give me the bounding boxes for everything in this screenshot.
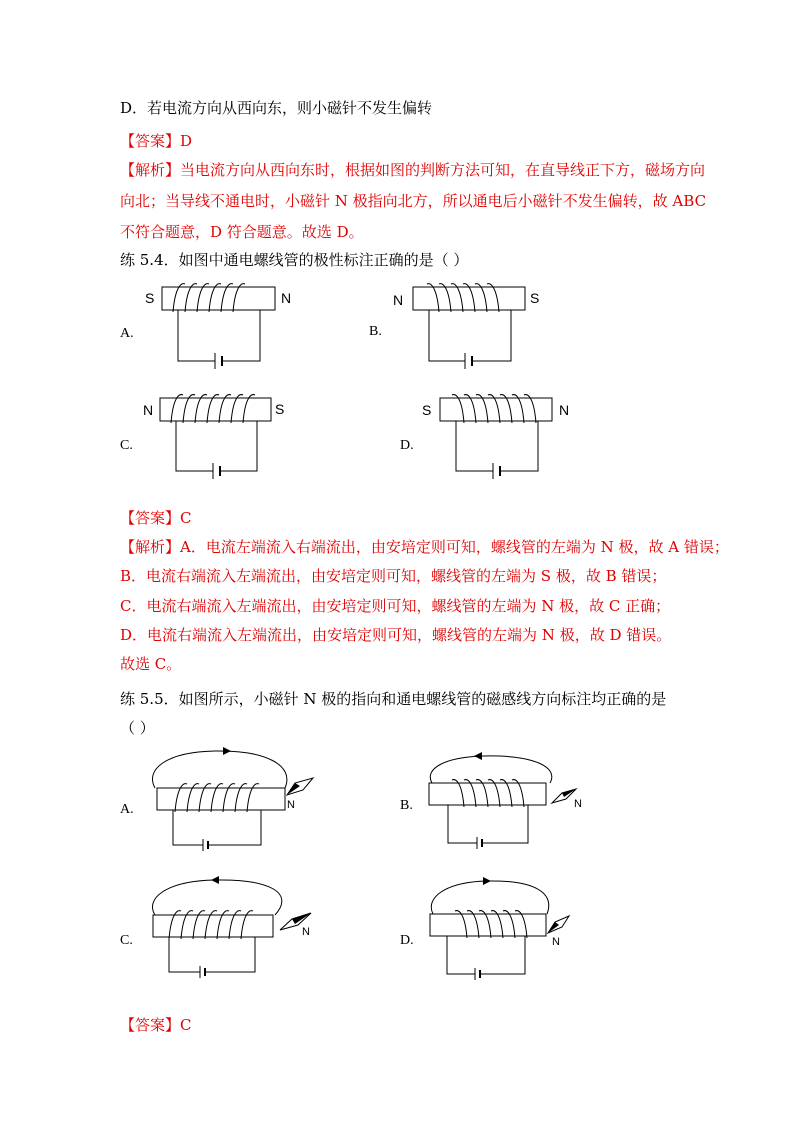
q55-figure-d [425,878,595,988]
q54-option-a-label: A. [120,326,134,341]
analysis-2-line-1: 【解析】A．电流左端流入右端流出，由安培定则可知，螺线管的左端为 N 极，故 A 错误； [120,538,729,556]
q55-figure-b [424,755,599,860]
q54-d-left-pole: S [422,402,432,418]
q55-b-needle-label: N [574,798,582,810]
q55-d-needle-label: N [552,936,560,948]
q55-c-needle-label: N [302,926,310,938]
q54-figure-d [422,390,577,490]
q55-option-c-label: C. [120,933,133,948]
q54-option-b-label: B. [369,324,382,339]
q54-figure-c [143,390,293,490]
q54-b-right-pole: S [530,290,540,306]
analysis-2-line-3: C．电流右端流入左端流出，由安培定则可知，螺线管的左端为 N 极，故 C 正确； [120,597,671,615]
q54-c-left-pole: N [143,402,154,418]
q55-option-a-label: A. [120,802,134,817]
q55-option-d-label: D. [400,933,414,948]
q54-a-right-pole: N [281,290,292,306]
answer-3: 【答案】C [120,1016,192,1034]
q54-c-right-pole: S [275,401,285,417]
q54-figure-a [145,278,295,378]
q55-figure-a [145,750,320,860]
question-5-5-paren: （ ） [120,719,155,737]
analysis-2-line-4: D．电流右端流入左端流出，由安培定则可知，螺线管的左端为 N 极，故 D 错误。 [120,626,672,644]
q54-figure-b [393,278,543,378]
q54-b-left-pole: N [393,292,404,308]
option-d-text: D．若电流方向从西向东，则小磁针不发生偏转 [120,99,433,117]
analysis-2-line-5: 故选 C。 [120,655,182,673]
question-5-4: 练 5.4．如图中通电螺线管的极性标注正确的是（ ） [120,251,469,269]
q55-a-needle-label: N [287,799,295,811]
question-5-5: 练 5.5．如图所示，小磁针 N 极的指向和通电螺线管的磁感线方向标注均正确的是 [120,690,667,708]
q54-option-d-label: D. [400,438,414,453]
q54-d-right-pole: N [559,402,570,418]
analysis-1-line-2: 向北；当导线不通电时，小磁针 N 极指向北方，所以通电后小磁针不发生偏转，故 ABC [120,192,707,210]
analysis-2-line-2: B．电流右端流入左端流出，由安培定则可知，螺线管的左端为 S 极，故 B 错误； [120,567,667,585]
analysis-1-line-3: 不符合题意，D 符合题意。故选 D。 [120,223,364,241]
answer-1: 【答案】D [120,132,193,150]
q54-a-left-pole: S [145,290,155,306]
q55-option-b-label: B. [400,798,413,813]
q54-option-c-label: C. [120,438,133,453]
q55-figure-c [145,875,320,985]
analysis-1-line-1: 【解析】当电流方向从西向东时，根据如图的判断方法可知，在直导线正下方，磁场方向 [120,161,706,179]
answer-2: 【答案】C [120,509,192,527]
